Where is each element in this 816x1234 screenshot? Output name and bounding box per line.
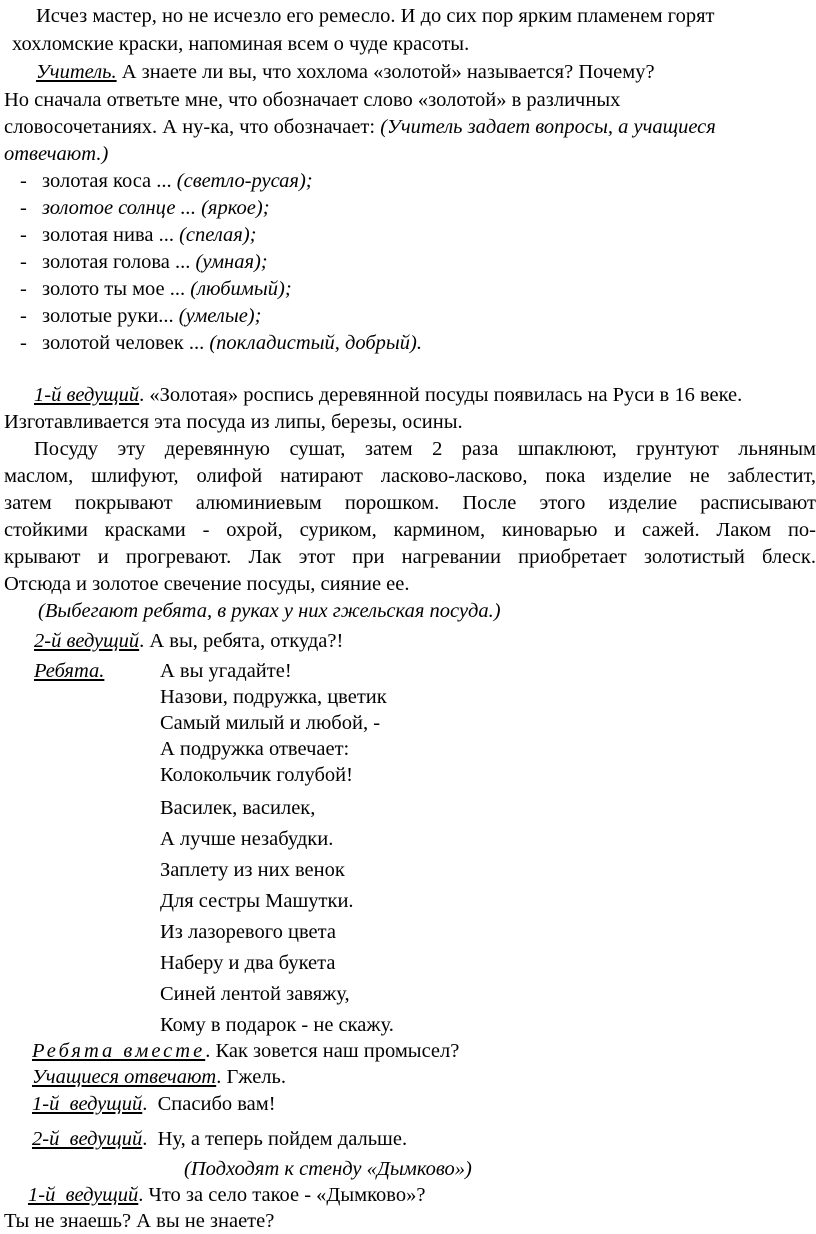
poem-line: Синей лентой завяжу, (160, 983, 350, 1005)
speaker-kids: Ребята. (34, 660, 105, 682)
phrase-answer: (умная); (190, 251, 268, 273)
phrase-text: золотое солнце ... (42, 197, 196, 219)
speaker-host1: 1-й ведущий (34, 384, 140, 406)
poem-line: Для сестры Машутки. (160, 890, 354, 912)
poem-line: Наберу и два букета (160, 952, 336, 974)
list-item (20, 303, 261, 329)
list-dash: - (20, 251, 27, 273)
poem-line: Кому в подарок - не скажу. (160, 1014, 394, 1036)
teacher-line-1 (36, 59, 655, 85)
host2-text: . А вы, ребята, откуда?! (139, 630, 344, 652)
speaker-host1: 1-й ведущий (28, 1184, 139, 1206)
phrase-text: золотая голова ... (42, 251, 191, 273)
host1-dymkovo-text: . Что за село такое - «Дымково»? (138, 1184, 426, 1206)
speaker-host1: 1-й ведущий (32, 1093, 143, 1115)
list-dash: - (20, 197, 27, 219)
poem-line: А подружка отвечает: (160, 738, 350, 760)
phrase-text: золото ты мое ... (42, 278, 186, 300)
list-item (20, 195, 270, 221)
teacher-stage-note: (Учитель задает вопросы, а учащиеся (380, 116, 716, 138)
host1-text-1: . «Золотая» роспись деревянной посуды появилась на Руси в 16 веке. (139, 384, 743, 406)
host1-line-2: Изготавливается эта посуда из липы, березы, осины. (4, 411, 463, 433)
list-dash: - (20, 224, 27, 246)
list-item (20, 222, 257, 248)
process-line-2: маслом, шлифуют, олифой натирают ласково-ласково, пока изделие не заблестит, (4, 465, 816, 487)
teacher-line-4: отвечают.) (4, 143, 109, 165)
phrase-text: золотая коса ... (42, 170, 172, 192)
host2-next-line (32, 1126, 407, 1152)
host2-next-text: . Ну, а теперь пойдем дальше. (142, 1128, 408, 1150)
stage-direction-1: (Выбегают ребята, в руках у них гжельская посуда.) (38, 600, 501, 622)
speaker-students: Учащиеся отвечают (32, 1066, 217, 1088)
poem-line: А вы угадайте! (160, 660, 292, 682)
list-item (20, 249, 268, 275)
students-line (32, 1064, 286, 1090)
stage-direction-2: (Подходят к стенду «Дымково») (184, 1158, 472, 1180)
list-dash: - (20, 332, 27, 354)
host1-line-1 (34, 382, 742, 408)
list-item (20, 168, 313, 194)
poem-line: Самый милый и любой, - (160, 712, 381, 734)
phrase-answer: (умелые); (173, 305, 262, 327)
speaker-kids-together: Ребята вместе (32, 1040, 206, 1062)
speaker-host2: 2-й ведущий (32, 1128, 143, 1150)
process-line-5: крывают и прогревают. Лак этот при нагревании приобретает золотистый блеск. (4, 546, 816, 568)
phrase-answer: (светло-русая); (171, 170, 313, 192)
host2-line (34, 628, 343, 654)
poem-line: Заплету из них венок (160, 859, 345, 881)
host1-thanks-text: . Спасибо вам! (142, 1093, 276, 1115)
list-item (20, 330, 422, 356)
teacher-line-2: Но сначала ответьте мне, что обозначает слово «золотой» в различных (4, 89, 621, 111)
speaker-host2: 2-й ведущий (34, 630, 140, 652)
teacher-text-1: А знаете ли вы, что хохлома «золотой» называется? Почему? (116, 61, 655, 83)
list-dash: - (20, 305, 27, 327)
phrase-answer: (спелая); (173, 224, 257, 246)
phrase-text: золотая нива ... (42, 224, 174, 246)
last-line: Ты не знаешь? А вы не знаете? (4, 1210, 275, 1232)
host1-dymkovo-line (28, 1182, 425, 1208)
phrase-text: золотой человек ... (42, 332, 205, 354)
list-dash: - (20, 170, 27, 192)
phrase-answer: (яркое); (195, 197, 270, 219)
intro-line-1: Исчез мастер, но не исчезло его ремесло. И до сих пор ярким пламенем горят (36, 5, 715, 27)
list-dash: - (20, 278, 27, 300)
speaker-teacher: Учитель. (36, 61, 117, 83)
phrase-text: золотые руки... (42, 305, 174, 327)
kids-together-text: . Как зовется наш промысел? (205, 1040, 460, 1062)
process-line-6: Отсюда и золотое свечение посуды, сияние ее. (4, 573, 410, 595)
process-line-3: затем покрывают алюминиевым порошком. После этого изделие расписывают (4, 492, 816, 514)
poem-line: Колокольчик голубой! (160, 764, 353, 786)
intro-line-2: хохломские краски, напоминая всем о чуде красоты. (12, 33, 470, 55)
poem-line: А лучше незабудки. (160, 828, 334, 850)
phrase-answer: (покладистый, добрый). (204, 332, 423, 354)
host1-thanks-line (32, 1091, 276, 1117)
kids-together-line (32, 1038, 459, 1064)
students-text: . Гжель. (216, 1066, 287, 1088)
process-line-1: Посуду эту деревянную сушат, затем 2 раза шпаклюют, грунтуют льняным (34, 438, 816, 460)
poem-line: Назови, подружка, цветик (160, 686, 387, 708)
teacher-text-3: словосочетаниях. А ну-ка, что обозначает: (4, 116, 381, 138)
process-line-4: стойкими красками - охрой, суриком, кармином, киноварью и сажей. Лаком по- (4, 519, 816, 541)
poem-line: Василек, василек, (160, 797, 316, 819)
teacher-line-3 (4, 114, 716, 140)
list-item (20, 276, 292, 302)
poem-line: Из лазоревого цвета (160, 921, 336, 943)
phrase-answer: (любимый); (185, 278, 292, 300)
